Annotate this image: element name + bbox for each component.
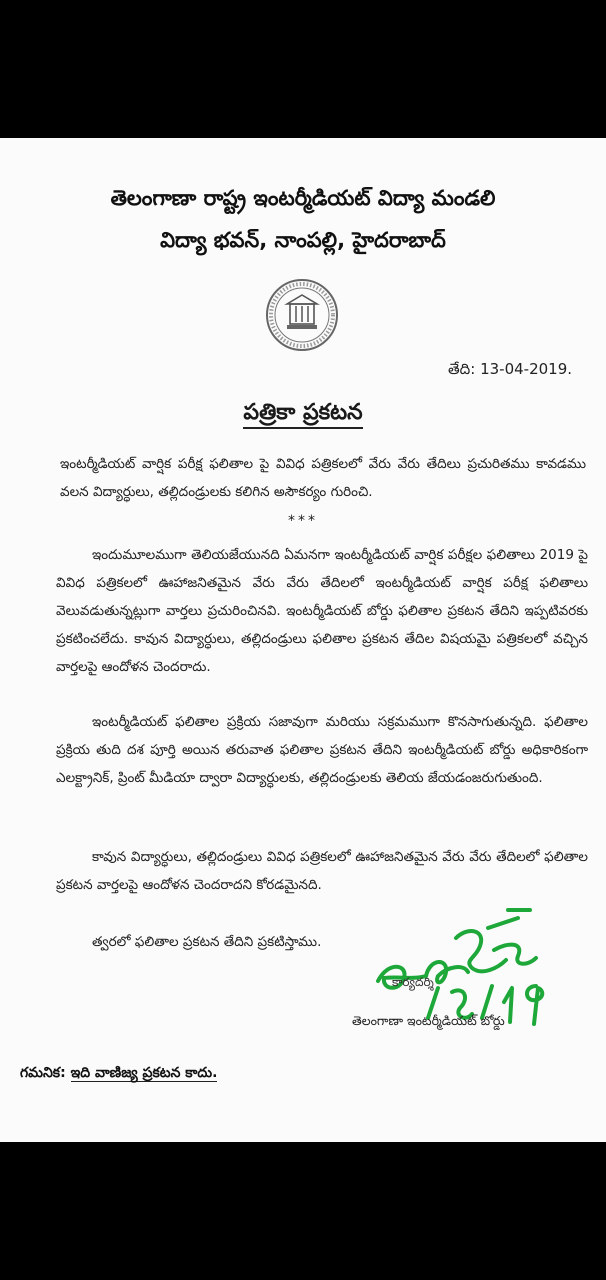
- separator-stars: ***: [288, 513, 318, 529]
- disclaimer-note: [20, 1065, 217, 1084]
- board-name-heading: తెలంగాణా రాష్ట్ర ఇంటర్మీడియట్ విద్యా మండలి: [110, 186, 496, 210]
- body-paragraph-2: [56, 708, 588, 792]
- note-text: ఇది వాణిజ్య ప్రకటన కాదు.: [70, 1065, 218, 1081]
- signatory-designation: కార్యదర్శి: [392, 975, 434, 989]
- board-seal-icon: [265, 278, 339, 352]
- paragraph-text: త్వరలో ఫలితాల ప్రకటన తేదిని ప్రకటిస్తాము.: [92, 934, 322, 950]
- document-title: [0, 400, 606, 430]
- body-paragraph-1: [56, 541, 588, 681]
- document-title-text: పత్రికా ప్రకటన: [243, 400, 362, 429]
- board-address-heading: విద్యా భవన్, నాంపల్లి, హైదరాబాద్: [160, 228, 446, 252]
- press-release-document: [0, 138, 606, 1142]
- note-label: గమనిక:: [20, 1065, 66, 1081]
- paragraph-text: ఇంటర్మీడియట్ ఫలితాల ప్రక్రియ సజావుగా మరియు సక్రమముగా కొనసాగుతున్నది. ఫలితాల ప్రక్రియ తుది దశ పూర్తి అయిన తరువాత ఫలితాల ప్రకటన తేదిని ఇంటర్మీడియట్ బోర్డు అధికారికంగా ఎలక్ట్రానిక్, ప్రింట్ మీడియా ద్వారా విద్యార్ధులకు, తల్లిదండ్రులకు తెలియ జేయడంజరుగుతుంది.: [56, 714, 588, 786]
- paragraph-text: ఇందుమూలముగా తెలియజేయునది ఏమనగా ఇంటర్మీడియట్ వార్షిక పరీక్షల ఫలితాలు 2019 పై వివిధ పత్రికలలో ఊహాజనితమైన వేరు వేరు తేదిలలో ఇంటర్మీడియట్ వార్షిక పరీక్ష ఫలితాలు వెలువడుతున్నట్లుగా వార్తలు ప్రచురించినవి. ఇంటర్మీడియట్ బోర్డు ఫలితాల ప్రకటన తేదిని ఇప్పటివరకు ప్రకటించలేదు. కావున విద్యార్ధులు, తల్లిదండ్రులు ఫలితాల ప్రకటన తేదిల విషయమై పత్రికలలో వచ్చిన వార్తలపై ఆందోళన చెందరాదు.: [56, 547, 588, 675]
- signatory-office: తెలంగాణా ఇంటర్మీడియట్ బోర్డు: [352, 1013, 505, 1028]
- subject-line: ఇంటర్మీడియట్ వార్షిక పరీక్ష ఫలితాల పై వివిధ పత్రికలలో వేరు వేరు తేదిలు ప్రచురితము కావడము వలన విద్యార్ధులు, తల్లిదండ్రులకు కలిగిన అసౌకర్యం గురించి.: [60, 456, 586, 500]
- release-date: తేది: 13-04-2019.: [448, 360, 573, 378]
- paragraph-text: కావున విద్యార్ధులు, తల్లిదండ్రులు వివిధ పత్రికలలో ఊహాజనితమైన వేరు వేరు తేదిలలో ఫలితాల ప్రకటన వార్తలపై ఆందోళన చెందరాదని కోరడమైనది.: [56, 849, 588, 893]
- body-paragraph-3: [56, 843, 588, 899]
